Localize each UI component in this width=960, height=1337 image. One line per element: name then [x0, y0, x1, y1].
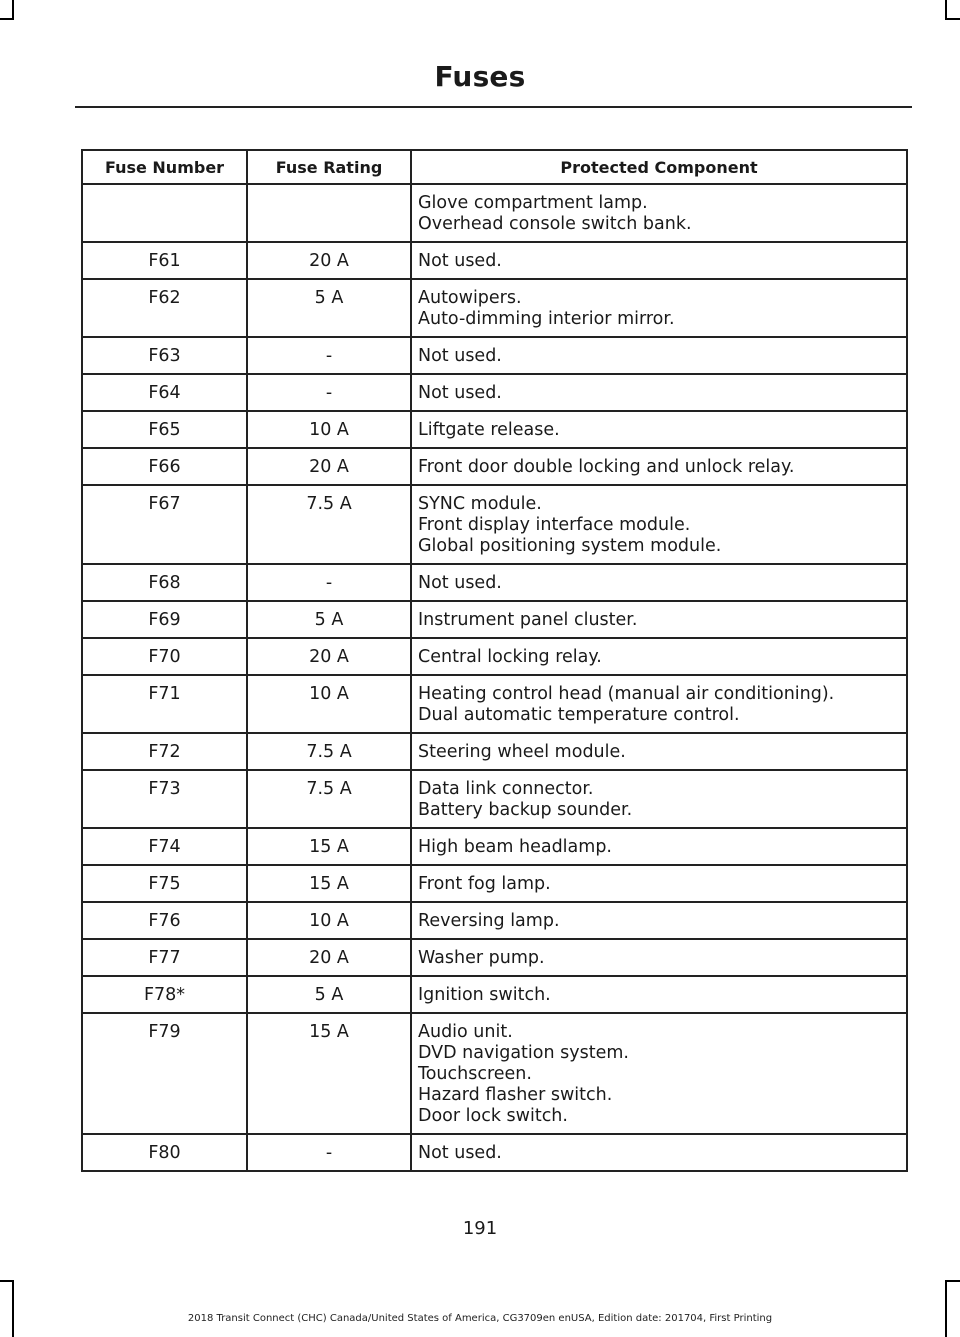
fuse-rating-cell: 5 A [247, 279, 411, 337]
crop-mark-bottom-left-vertical [12, 1280, 14, 1337]
fuse-number-cell: F63 [82, 337, 247, 374]
protected-component-cell [411, 1013, 907, 1134]
fuse-rating-cell: 10 A [247, 675, 411, 733]
fuse-rating-cell: - [247, 374, 411, 411]
fuse-number-cell: F69 [82, 601, 247, 638]
component-line: High beam headlamp. [418, 837, 612, 857]
protected-component-cell [411, 184, 907, 242]
protected-component-cell [411, 448, 907, 485]
component-line: Not used. [418, 573, 502, 593]
protected-component-cell [411, 1134, 907, 1171]
page-number: 191 [462, 1218, 498, 1239]
crop-mark-bottom-right-horizontal [945, 1280, 960, 1282]
table-row [82, 279, 907, 337]
component-line: Overhead console switch bank. [418, 214, 692, 234]
table-row [82, 675, 907, 733]
fuse-table-body [82, 184, 907, 1171]
table-row [82, 638, 907, 675]
fuse-number-cell [82, 184, 247, 242]
component-line: Audio unit. [418, 1022, 513, 1042]
table-row [82, 374, 907, 411]
fuse-number-cell: F72 [82, 733, 247, 770]
table-row [82, 411, 907, 448]
fuse-number-cell: F79 [82, 1013, 247, 1134]
crop-mark-bottom-left-horizontal [0, 1280, 14, 1282]
fuse-rating-cell: 15 A [247, 865, 411, 902]
fuse-number-cell: F70 [82, 638, 247, 675]
protected-component-cell [411, 601, 907, 638]
component-line: Autowipers. [418, 288, 522, 308]
component-line: Not used. [418, 346, 502, 366]
protected-component-cell [411, 770, 907, 828]
table-row [82, 601, 907, 638]
component-line: Liftgate release. [418, 420, 560, 440]
fuse-number-cell: F80 [82, 1134, 247, 1171]
protected-component-cell [411, 828, 907, 865]
protected-component-cell [411, 638, 907, 675]
component-line: DVD navigation system. [418, 1043, 629, 1063]
fuse-number-cell: F68 [82, 564, 247, 601]
crop-mark-top-right-horizontal [945, 18, 960, 20]
component-line: Auto-dimming interior mirror. [418, 309, 675, 329]
protected-component-cell [411, 485, 907, 564]
protected-component-cell [411, 939, 907, 976]
fuse-number-cell: F75 [82, 865, 247, 902]
protected-component-cell [411, 411, 907, 448]
component-line: Battery backup sounder. [418, 800, 633, 820]
fuse-number-cell: F61 [82, 242, 247, 279]
fuse-rating-cell: 7.5 A [247, 485, 411, 564]
component-line: Global positioning system module. [418, 536, 722, 556]
fuse-rating-cell: 20 A [247, 448, 411, 485]
table-header-row [82, 150, 907, 184]
fuse-number-cell: F65 [82, 411, 247, 448]
protected-component-cell [411, 733, 907, 770]
fuse-rating-cell: 5 A [247, 976, 411, 1013]
protected-component-cell [411, 675, 907, 733]
edition-footer: 2018 Transit Connect (CHC) Canada/United States of America, CG3709en enUSA, Edition date: 201704, First Printing [187, 1313, 773, 1324]
fuse-rating-cell: 7.5 A [247, 770, 411, 828]
table-row [82, 485, 907, 564]
table-row [82, 184, 907, 242]
component-line: Reversing lamp. [418, 911, 560, 931]
protected-component-cell [411, 976, 907, 1013]
component-line: Not used. [418, 251, 502, 271]
fuse-rating-cell: 7.5 A [247, 733, 411, 770]
fuse-rating-cell: 15 A [247, 828, 411, 865]
header-divider [75, 106, 912, 108]
table-row [82, 828, 907, 865]
fuse-number-cell: F76 [82, 902, 247, 939]
crop-mark-top-right-vertical [945, 0, 947, 20]
component-line: Front door double locking and unlock relay. [418, 457, 795, 477]
fuse-table [81, 149, 908, 1172]
column-header-protected-component: Protected Component [411, 150, 907, 184]
component-line: Instrument panel cluster. [418, 610, 638, 630]
protected-component-cell [411, 374, 907, 411]
protected-component-cell [411, 865, 907, 902]
fuse-number-cell: F77 [82, 939, 247, 976]
table-row [82, 242, 907, 279]
component-line: Not used. [418, 1143, 502, 1163]
component-line: SYNC module. [418, 494, 542, 514]
table-row [82, 564, 907, 601]
fuse-rating-cell: - [247, 564, 411, 601]
crop-mark-bottom-right-vertical [945, 1280, 947, 1337]
fuse-number-cell: F66 [82, 448, 247, 485]
component-line: Dual automatic temperature control. [418, 705, 740, 725]
column-header-fuse-number: Fuse Number [82, 150, 247, 184]
crop-mark-top-left-horizontal [0, 18, 14, 20]
protected-component-cell [411, 564, 907, 601]
component-line: Door lock switch. [418, 1106, 568, 1126]
table-row [82, 337, 907, 374]
fuse-rating-cell: 20 A [247, 242, 411, 279]
fuse-rating-cell: 10 A [247, 411, 411, 448]
fuse-number-cell: F74 [82, 828, 247, 865]
component-line: Washer pump. [418, 948, 545, 968]
fuse-number-cell: F64 [82, 374, 247, 411]
protected-component-cell [411, 337, 907, 374]
component-line: Heating control head (manual air conditioning). [418, 684, 835, 704]
component-line: Hazard flasher switch. [418, 1085, 613, 1105]
component-line: Central locking relay. [418, 647, 602, 667]
component-line: Not used. [418, 383, 502, 403]
page-title: Fuses [434, 60, 526, 93]
fuse-rating-cell: - [247, 337, 411, 374]
protected-component-cell [411, 902, 907, 939]
fuse-rating-cell: - [247, 1134, 411, 1171]
protected-component-cell [411, 279, 907, 337]
table-row [82, 448, 907, 485]
fuse-rating-cell: 15 A [247, 1013, 411, 1134]
table-row [82, 902, 907, 939]
table-row [82, 733, 907, 770]
table-row [82, 1134, 907, 1171]
fuse-number-cell: F78* [82, 976, 247, 1013]
table-row [82, 1013, 907, 1134]
column-header-fuse-rating: Fuse Rating [247, 150, 411, 184]
component-line: Data link connector. [418, 779, 594, 799]
fuse-rating-cell: 5 A [247, 601, 411, 638]
protected-component-cell [411, 242, 907, 279]
crop-mark-top-left-vertical [12, 0, 14, 20]
fuse-number-cell: F62 [82, 279, 247, 337]
fuse-number-cell: F71 [82, 675, 247, 733]
component-line: Front fog lamp. [418, 874, 551, 894]
fuse-rating-cell: 20 A [247, 939, 411, 976]
table-row [82, 939, 907, 976]
fuse-rating-cell: 20 A [247, 638, 411, 675]
fuse-rating-cell [247, 184, 411, 242]
component-line: Glove compartment lamp. [418, 193, 648, 213]
table-row [82, 770, 907, 828]
component-line: Front display interface module. [418, 515, 691, 535]
table-row [82, 976, 907, 1013]
component-line: Touchscreen. [418, 1064, 532, 1084]
component-line: Ignition switch. [418, 985, 551, 1005]
fuse-number-cell: F67 [82, 485, 247, 564]
component-line: Steering wheel module. [418, 742, 626, 762]
table-row [82, 865, 907, 902]
fuse-rating-cell: 10 A [247, 902, 411, 939]
fuse-number-cell: F73 [82, 770, 247, 828]
